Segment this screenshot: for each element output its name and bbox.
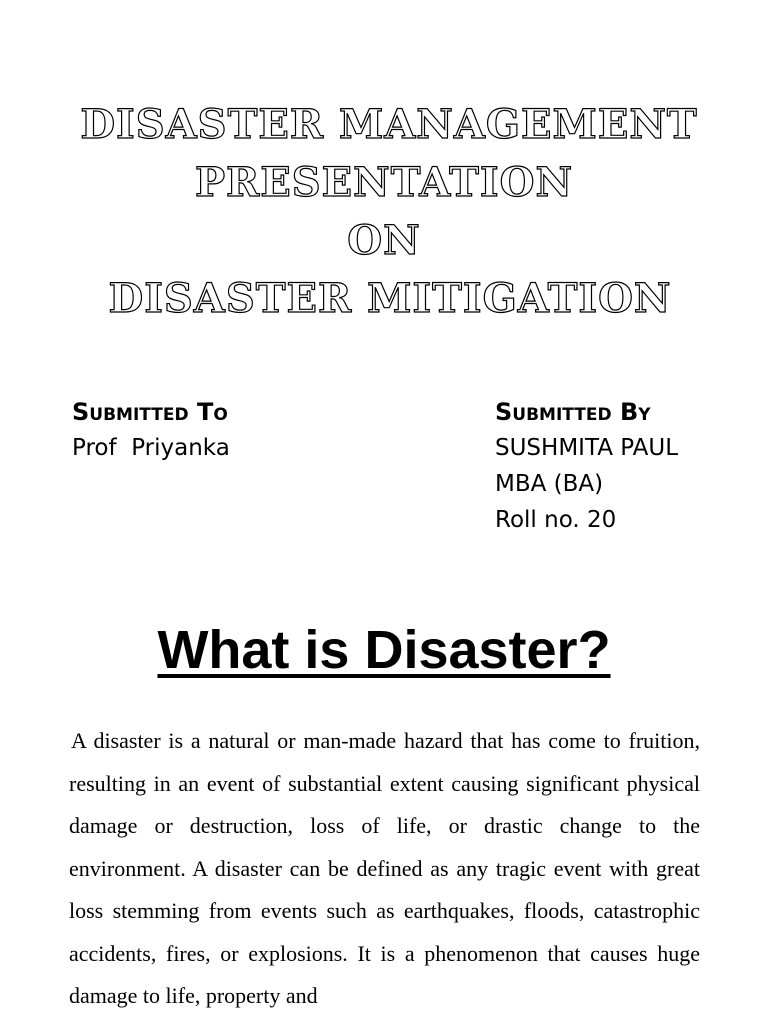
document-title [0, 96, 768, 328]
section-heading-text: What is Disaster? [157, 620, 611, 680]
submitted-to-block [72, 394, 230, 466]
title-line-1: DISASTER MANAGEMENT [80, 101, 698, 148]
submitted-to-heading: Submitted To [72, 398, 228, 426]
submitted-by-roll: Roll no. 20 [495, 507, 617, 533]
title-line-3: ON [347, 217, 421, 264]
title-line-4: DISASTER MITIGATION [108, 275, 672, 322]
section-heading [0, 615, 768, 685]
title-line-2: PRESENTATION [194, 159, 574, 206]
submitted-to-name: Prof Priyanka [72, 435, 230, 461]
submitted-by-program: MBA (BA) [495, 471, 604, 497]
submitted-by-block [495, 394, 678, 538]
submitted-by-heading: Submitted By [495, 398, 651, 426]
section-paragraph: A disaster is a natural or man-made hazard that has come to fruition, resulting in an event of substantial extent causing significant physical damage or destruction, loss of life, or drastic change to the environment. A disaster can be defined as any tragic event with great loss stemming from events such as earthquakes, floods, catastrophic accidents, fires, or explosions. It is a phenomenon that causes huge damage to life, property and [69, 728, 700, 1008]
submitted-by-name: SUSHMITA PAUL [495, 435, 679, 461]
